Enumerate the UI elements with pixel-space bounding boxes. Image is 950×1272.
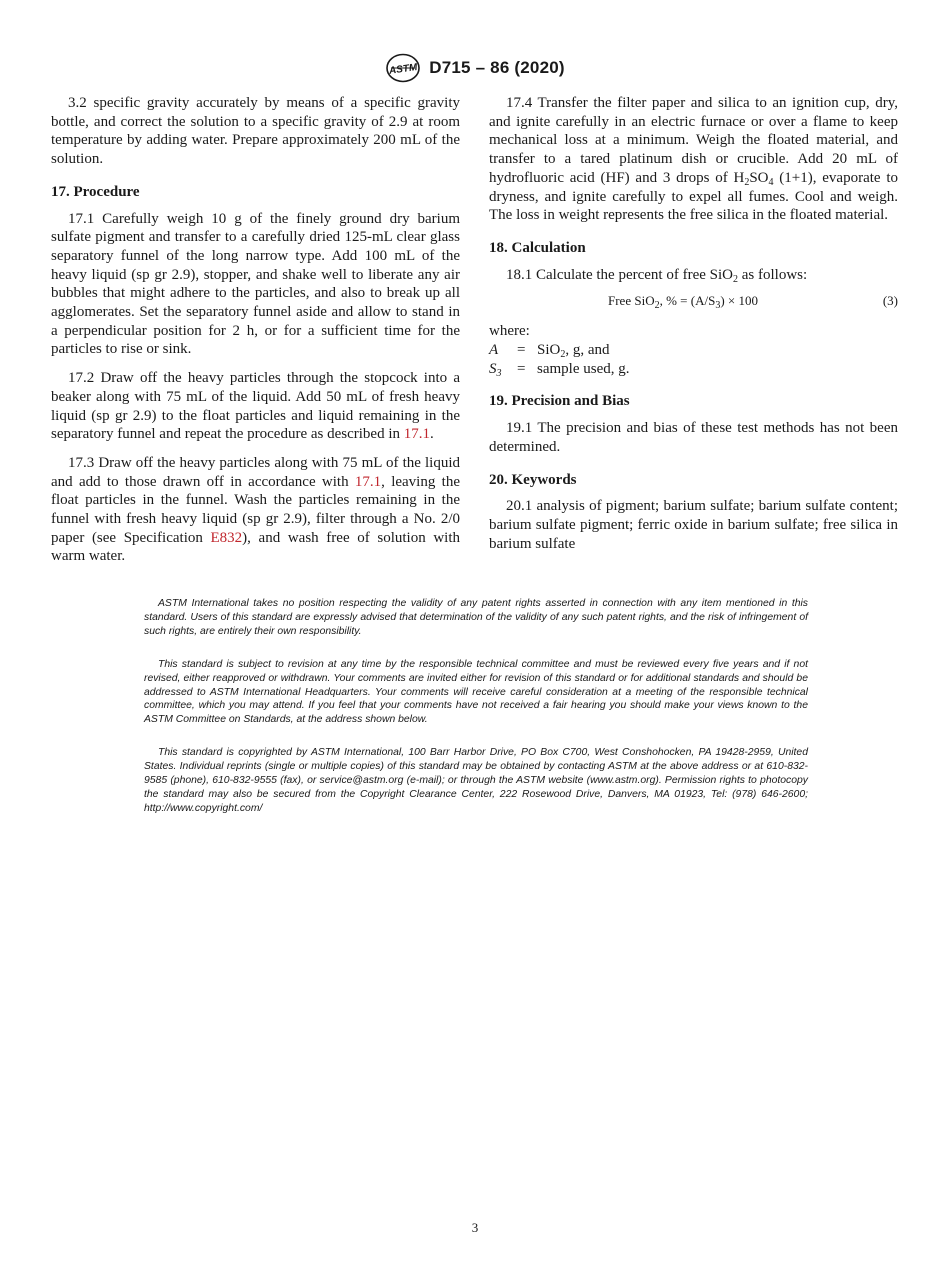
definition-symbol [489, 360, 517, 379]
definition-equals: = [517, 342, 526, 359]
document-designation: D715 – 86 (2020) [429, 58, 565, 77]
subscript: 2 [560, 349, 566, 361]
paragraph-17-2 [51, 369, 460, 444]
cross-reference-17-1[interactable]: 17.1 [354, 473, 382, 490]
section-heading-calculation: 18. Calculation [489, 239, 586, 256]
where-label: where: [489, 323, 530, 340]
svg-text:ASTM: ASTM [388, 62, 419, 77]
equation-body [608, 292, 758, 311]
definition-text-tail: , g, and [565, 342, 610, 359]
copyright-notice: This standard is copyrighted by ASTM International, 100 Barr Harbor Drive, PO Box C700, West Conshohocken, PA 19428-2959, United States. Individual reprints (single or multiple copies) of this standard may be obtained by contacting ASTM at the above address or at 610-832-9585 (phone), 610-832-9555 (fax), or service@astm.org (e-mail); or through the ASTM website (www.astm.org). Permission rights to photocopy the standard may also be secured from the Copyright Clearance Center, 222 Rosewood Drive, Danvers, MA 01923, Tel: (978) 646-2600; http://www.copyright.com/ [144, 747, 808, 814]
paragraph-20-1: 20.1 analysis of pigment; barium sulfate; barium sulfate content; barium sulfate pigment; ferric oxide in barium sulfate; free silica in barium sulfate [489, 498, 898, 552]
legal-notices [144, 597, 808, 835]
definition-text-part: SiO [537, 342, 561, 359]
section-heading-precision-bias: 19. Precision and Bias [489, 393, 630, 410]
definition-text [537, 341, 610, 360]
page-header [0, 52, 950, 84]
paragraph-17-3-part-a: 17.3 Draw off the heavy particles along with 75 mL of the liquid and add to those drawn off in accordance with [51, 454, 460, 490]
page-number: 3 [471, 1220, 479, 1235]
paragraph-17-2-text: 17.2 Draw off the heavy particles through the stopcock into a beaker along with 75 mL of the liquid. Add 50 mL of fresh heavy liquid (sp gr 2.9) to the float particles and liquid remaining in the separatory funnel and repeat the procedure as described in [51, 370, 460, 443]
equation-number: (3) [882, 293, 898, 309]
left-column [51, 94, 460, 576]
paragraph-17-3 [51, 454, 460, 566]
definition-equals: = [517, 360, 526, 377]
paragraph-17-4 [489, 94, 898, 225]
equation-3 [489, 290, 898, 314]
subscript: 2 [744, 176, 750, 188]
definition-row [489, 341, 898, 360]
subscript: 3 [496, 367, 502, 379]
paragraph-18-1 [489, 266, 898, 285]
cross-reference-e832[interactable]: E832 [210, 529, 243, 546]
equation-lhs: Free SiO [608, 293, 655, 309]
paragraph-3-2: 3.2 specific gravity accurately by means of a specific gravity bottle, and correct the solution to a specific gravity of 2.9 at room temperature by adding water. Prepare approximately 200 mL of the solution. [51, 95, 460, 168]
formula-text: SO [749, 169, 769, 186]
paragraph-18-1-part-a: 18.1 Calculate the percent of free SiO [506, 266, 733, 283]
paragraph-17-1: 17.1 Carefully weigh 10 g of the finely ground dry barium sulfate pigment and transfer to a carefully dried 125-mL clear glass separatory funnel of the long narrow type. Add 100 mL of the heavy liquid (sp gr 2.9), stopper, and shake well to liberate any air bubbles that might adhere to the particles, and also to break up all agglomerates. Set the separatory funnel aside and allow to stand in a perpendicular position for 2 h, or for a sufficient time for the particles to rise or sink. [51, 210, 460, 358]
paragraph-18-1-part-b: as follows: [738, 266, 808, 283]
subscript: 4 [768, 176, 774, 188]
right-column [489, 94, 898, 563]
paragraph-17-2-end: . [430, 426, 434, 443]
paragraph-17-3-part-b: , leaving the float particles in the funnel. Wash the particles remaining in the funnel with fresh heavy liquid (sp gr 2.9), filter through a No. 2/0 paper (see Specification [51, 473, 460, 546]
cross-reference-17-1[interactable]: 17.1 [403, 426, 431, 443]
subscript: 3 [715, 300, 721, 312]
equation-rhs: , % = (A/S [659, 293, 716, 309]
subscript: 2 [654, 300, 660, 312]
equation-tail: ) × 100 [720, 293, 758, 309]
section-heading-keywords: 20. Keywords [489, 471, 577, 488]
definition-row [489, 360, 898, 379]
subscript: 2 [733, 273, 738, 285]
section-heading-procedure: 17. Procedure [51, 183, 140, 200]
patent-notice: ASTM International takes no position respecting the validity of any patent rights asserted in connection with any item mentioned in this standard. Users of this standard are expressly advised that determination of the validity of any such patent rights, and the risk of infringement of such rights, are entirely their own responsibility. [144, 598, 808, 637]
paragraph-17-4-part-a: 17.4 Transfer the filter paper and silica to an ignition cup, dry, and ignite carefully in an electric furnace or over a flame to keep mechanical loss at a minimum. Weigh the floated material, and transfer to a tared platinum dish or crucible. Add 20 mL of hydrofluoric acid (HF) and 3 drops of H [489, 95, 898, 186]
paragraph-17-3-part-c: ), and wash free of solution with warm water. [51, 529, 460, 565]
variable-definitions [489, 341, 898, 378]
definition-text: sample used, g. [537, 360, 630, 377]
definition-symbol-letter: S [489, 360, 497, 377]
paragraph-17-4-part-b: (1+1), evaporate to dryness, and ignite carefully to expel all fumes. Cool and weigh. The loss in weight represents the free silica in the floated material. [489, 169, 898, 224]
revision-notice: This standard is subject to revision at any time by the responsible technical committee and must be reviewed every five years and if not revised, either reapproved or withdrawn. Your comments are invited either for revision of this standard or for additional standards and should be addressed to ASTM International Headquarters. Your comments will receive careful consideration at a meeting of the responsible technical committee, which you may attend. If you feel that your comments have not received a fair hearing you should make your views known to the ASTM Committee on Standards, at the address shown below. [144, 658, 808, 726]
paragraph-19-1: 19.1 The precision and bias of these test methods has not been determined. [489, 420, 898, 455]
definition-symbol: A [489, 342, 499, 359]
astm-logo-icon [385, 53, 421, 83]
